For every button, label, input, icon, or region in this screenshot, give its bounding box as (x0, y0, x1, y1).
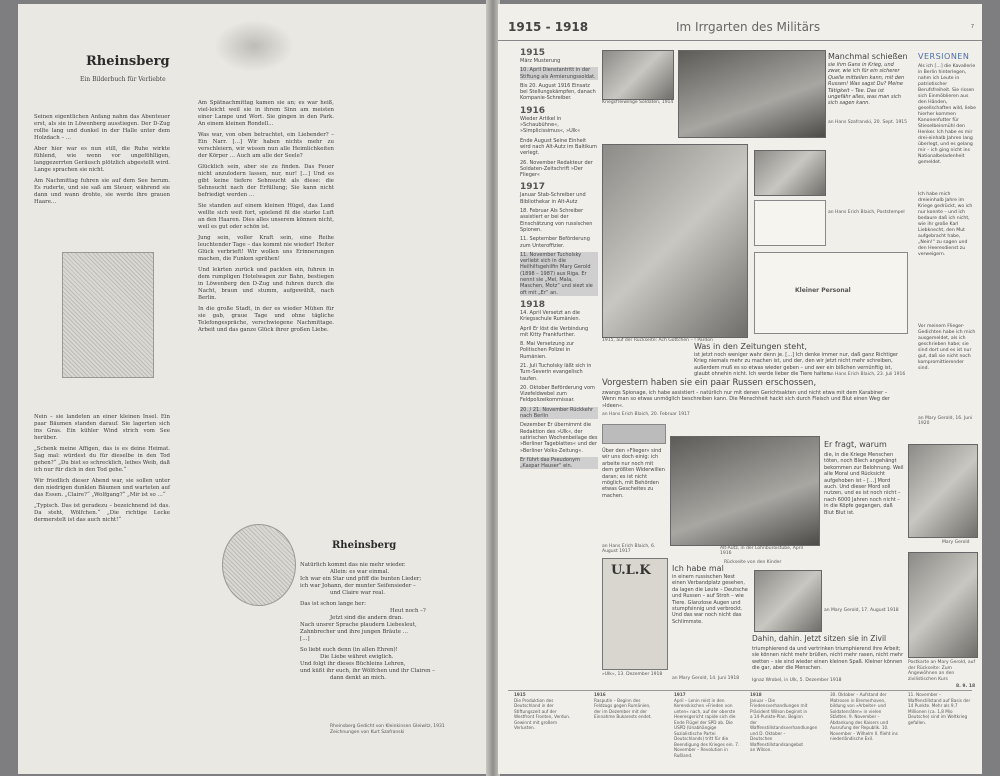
poem-line: Die Liebe währet ewiglich. (320, 654, 394, 660)
photo-office (670, 436, 820, 546)
timeline-item: April Er löst die Verbindung mit Kitty Frankfurther. (520, 325, 589, 338)
quote-head-manchmal: Manchmal schießen (828, 52, 908, 61)
history-col (830, 692, 898, 742)
left-page (18, 4, 488, 774)
timeline-year: 1915 (520, 48, 546, 58)
left-page-title: Rheinsberg (86, 54, 170, 69)
history-text: April – Lenin reist in den Kerenskischen »Frieden von unten« nach, auf der oberste Heeresgericht rapide sich die Ende Flügel der SPD ab. Die USPD (Unabhängige Sozialistische Partei Deutschlands) tritt für die Beendigung des Krieges ein. 7. November – Revolution in Rußland. (674, 697, 740, 758)
wreath-illustration (222, 524, 296, 606)
timeline-item: März Musterung (520, 58, 561, 64)
history-col (908, 692, 974, 725)
caption-office: Alt-Autz, in der Lohnbüroistube, April 1916 (720, 546, 804, 556)
poem-line: Das ist schon lange her: (300, 601, 366, 607)
caption-postcard-date: 8. 9. 18 (956, 684, 976, 689)
photo-soldiers (602, 50, 674, 100)
quote-body-ich-habe-mal: in einem russischen Nest einen Verbandplatz gesehen, da lagen die Leute – Deutsche und Russen – auf Stroh – wie Tiere. Glanzlose Augen und stumpfsinnig und verbrockt. Und das war noch nicht das Schlimmste. (672, 574, 748, 625)
paragraph: Am Nachmittag fuhren sie auf dem See herum. Es ruderte, und sie saß am Steuer, während sie dann und wann drohte, sie werde ihre grauen Haare... (34, 178, 170, 205)
caption-portrait: 1915, auf der Rückseite: Ach Gottchen – ! Pardon (602, 338, 713, 343)
timeline-item: 18. Februar Als Schreiber assistiert er bei der Einschätzung von russischen Spionen. (520, 208, 593, 233)
paragraph: Was war, von oben betrachtet, ein Liebender? – Ein Narr. […] Wir haben nichts mehr zu verschleiern, wir wissen nun alle Heimlichkeiten der Körper … Auch am alle der Seele? (198, 132, 334, 159)
quote-source-zeitungen: an Hans Erich Blaich, 23. Juli 1916 (828, 372, 906, 377)
tree-illustration (62, 252, 154, 378)
flieger-masthead (602, 424, 666, 444)
history-text: Rasputin – Beginn des Feldzugs gegen Rumänien, der im Dezember mit der Einnahme Bukarests endet. (594, 697, 652, 719)
quote-head-dahin: Dahin, dahin. Jetzt sitzen sie in Zivil (752, 634, 887, 643)
caption-ulk: »Ulk«, 13. Dezember 1918 (602, 672, 663, 677)
timeline-item: 11. November Tucholsky verliebt sich in die Heilhilfsgehilfin Mary Gerold (1898 – 1987) aus Riga. Er nennt sie „Mel, Mala, Maschen, Motz“ und siezt sie oft mit „Er“ an. (520, 252, 598, 296)
left-column-1 (34, 114, 170, 210)
poem-line: Zahnbrecher und ihre jungen Bräute … (300, 629, 409, 635)
poem-line: Jetzt sind die andern dran. (330, 615, 403, 621)
poem-line: So liebt euch denn (in allen Ehren)! (300, 647, 398, 653)
left-page-subtitle: Ein Bilderbuch für Verliebte (80, 76, 166, 83)
paragraph: Nein – sie landeten an einer kleinen Insel. Ein paar Bäumen standen darauf. Sie lagerten sich ins Gras. Ein kühler Wind strich vom See herüber. (34, 414, 170, 441)
castle-illustration (214, 20, 294, 72)
document-heading: Kleiner Personal (795, 287, 851, 294)
timeline-item: Ende August Seine Einheit wird nach Alt-Autz im Baltikum verlegt. (520, 137, 598, 157)
history-text: Januar – Die Friedensverhandlungen mit Präsident Wilson beginnt in a 14-Punkte-Plan. Beginn der Waffenstillstandsverhandlungen und D. Oktober – Deutschen Waffenstillstandsangebot an Wilson. (750, 697, 818, 752)
paragraph: Wir friedlich dieser Abend war, sie sollen unter den niedrigen dunklen Bäumen und warteten auf das Essen. „Claire?“ „Wolfgang?“ „Mir ist so …“ (34, 478, 170, 498)
paragraph: In die große Stadt, in der es wieder Mühen für sie gab, graue Tage und ohne tägliche Telefongespräche, verschwiegene Nachmittage. Arbeit und das ganze Glück ihrer großen Liebe. (198, 306, 334, 333)
versionen-text-3: Vor meinem Flieger-Gedichten habe ich mich ausgemeldet, als ich geschrieben habe; sie sind dort und es ist nur gut, daß sie nicht noch kompromittierender sind. (918, 324, 976, 371)
quote-source-flieger: an Hans Erich Blaich, 6. August 1917 (602, 544, 656, 554)
history-col (514, 692, 572, 731)
paragraph: „Typisch. Das ist geradezu – bezeichnend ist das. Da steht, Wölfchen.“ „Die richtige Lecke dermerstelt ist das auch nicht!“ (34, 503, 170, 523)
left-column-1-lower (34, 414, 170, 528)
poem-title: Rheinsberg (332, 540, 397, 551)
timeline (520, 44, 598, 654)
poem-line: Allein: es war einmal. (330, 569, 390, 575)
quote-body-vorgestern: zwangs Spionage, ich habe assistiert – natürlich nur mit denen Gerichtsakten und nicht etwa mit dem Karabiner – Wenn man so etwas unmöglich beschreiben kann. Die Menschheit hackt sich durch Fleisch und Blut einen Weg der »Ideen«. (602, 390, 890, 409)
timeline-year: 1918 (520, 299, 546, 310)
page-number: 7 (970, 24, 974, 30)
header-title: Im Irrgarten des Militärs (676, 20, 821, 34)
poem-line: […] (300, 636, 310, 642)
paragraph: Glücklich sein, aber sie zu finden. Das Feuer nicht anzulodern lassen, nur, nur! […] Und es gibt keine tiefere Sehnsucht als diese: die Sehnsucht nach der Erfüllung; Sie kann nicht befriedigt werden … (198, 164, 334, 198)
history-text: Die Produktion des Deutschland in der Stiftungszeit auf der Westfront Fronten, Verdun. Gewinnt mit großem Verlusten. (514, 697, 571, 730)
paragraph: Am Spätnachmittag kamen sie an; es war heiß, viel-leicht weil sie in ihrem Sinn am meisten einer Lampe und Wort. Sie gingen in den Park. An einem kleinen Rondell... (198, 100, 334, 127)
quote-body-zeitungen: ist jetzt noch weniger wahr denn je. […] Ich denke immer nur, daß ganz Richtiger Krieg niemals mehr zu machen ist, und der, den wir jetzt nicht mehr schreiben, außerdem muß es so etwas wieder geben – und wer ein bißchen vernünftig ist, glaubt ohnehin nicht. Ich werde lieber die Tiere halten. (694, 352, 899, 378)
timeline-item: Bis 20. August 1916 Einsatz bei Stellungskämpfen, danach Kompanie-Schreiber. (520, 82, 596, 102)
history-col (674, 692, 744, 758)
right-page (498, 4, 982, 774)
quote-body-manchmal: sie ihm Gans in Krieg, und zwar, wie ich für ein sicherer Quelle mitteilen kann, mit den Russen! Was sagst Du? Meine Tätigkeit – Tee. Das ist ungefähr alles, was man sich sich sagen kann. (828, 62, 905, 107)
caption-mary-gerold: Mary Gerold (942, 540, 970, 545)
photo-mary-gerold (908, 444, 978, 538)
timeline-year: 1917 (520, 182, 546, 193)
paragraph: Seinen eigentlichen Anfang nahm das Abenteuer erst, als sie in Löwenberg ausstiegen. Der D-Zug rollte lang und dunkel in der Halle unter dem Holzdach – ... (34, 114, 170, 141)
timeline-item: 10. April Dienstantritt in der Stiftung als Armierungssoldat. (520, 67, 598, 80)
caption-postcard-stamp: an Hans Erich Blaich, Poststempel (828, 210, 905, 215)
quote-source-dahin: Ignaz Wrobel, in Ulk, 5. Dezember 1918 (752, 678, 842, 683)
history-year: 1916 (594, 692, 606, 697)
versionen-text: Als ich […] die Kavallerie in Berlin hinterlegen, nahm ich Leute in patriotischer Berufsfreiheit. Sie rissen sich Einmöblieren aus den Händen, gesellschaften wild, liebe hierher kommen Kanonenfutter für Stieselbeinmühl den Henker. Ich habe es mir drei-einhalb Jahren lang überlegt, und es gelang mir – ich ging nicht ins Nationalbeladenheit gemeldet. (918, 64, 976, 165)
header-years: 1915 - 1918 (508, 20, 589, 34)
history-year: 1915 (514, 692, 526, 697)
quote-source-warum: an Mary Gerold, 17. August 1918 (824, 608, 899, 613)
paragraph: Aber hier war es nun still, die Ruhe wirkte fühlend, wie wenn vor ungeföhlligen, langgezerrten Geräusch plötzlich abgestellt wird. Lange sprachen sie nicht. (34, 146, 170, 173)
document-personal (754, 252, 908, 334)
poem-line: und Claire war real. (330, 590, 385, 596)
poem-caption: Rheinsberg Gedicht von Kleinkinsen Gleiwitz, 1931 Zeichnungen von Kurt Szafranski (330, 724, 445, 735)
versionen-heading: VERSIONEN (918, 52, 970, 61)
photo-portrait-soldier (602, 144, 748, 338)
paragraph: Sie standen auf einem kleinen Hügel, das Land wellte sich weit fort, spielend fil die starke Luft an den Haaren. Dies alles unserem können nicht, weil es gut oder schön ist. (198, 203, 334, 230)
quote-body-dahin: triumphierend da und vertrinken triumphierend ihre Arbeit; sie können nicht mehr brüllen, nicht mehr rasen, nicht mehr wetten – sie sind wieder einen kleinen Spaß. Kleiner können die gar, aber die Menschen. (752, 646, 904, 672)
timeline-item: Dezember Er übernimmt die Redaktion des »Ulk«, der satirischen Wochenbeilage des »Berliner Tageblattes« und der »Berliner Volks-Zeitung«. (520, 422, 598, 454)
quote-head-warum: Er fragt, warum (824, 440, 887, 449)
versionen-source: an Mary Gerold, 16. Juni 1920 (918, 416, 973, 426)
history-text: 30. Oktober – Aufstand der Matrosen in Bremerhaven, bildung von »Arbeiter- und Soldatenräten« in vielen Städten. 9. November – Abdankung des Kaisers und Ausrufung der Republik. 10. November – Wilhelm II. flieht ins niederländische Exil. (830, 692, 898, 741)
poem (300, 562, 470, 682)
history-strip (498, 692, 982, 772)
quote-source-vorgestern: an Hans Erich Blaich, 20. Februar 1917 (602, 412, 690, 417)
quote-source-ich-habe-mal: an Mary Gerold, 14. Juni 1918 (672, 676, 740, 681)
history-text: 11. November – Waffenstillstand auf Basis der 14 Punkte. Mehr als 9,7 Millionen (ca. 1,8 Mio Deutsche) sind im Weltkrieg gefallen. (908, 692, 971, 725)
paragraph: Jung sein, voller Kraft sein, eine Reihe leuchtender Tage – das kommt nie wieder! Heiter Glück verbrieft! Wir wollen uns Erinnerungen machen, die Funken sprühen! (198, 235, 334, 262)
quote-source-manchmal: an Hans Szafranski, 20. Sept. 1915 (828, 120, 908, 125)
quote-body-flieger: Über den »Flieger« sind wir uns doch einig: ich arbeite nur noch mit dem größten Widerwillen daran; es ist nicht möglich, mit Behörden etwas Gescheites zu machen. (602, 448, 665, 499)
timeline-item: Januar Stab-Schreiber und Bibliothekar in Alt-Autz (520, 192, 586, 205)
poem-line: ich war Johann, der munter Seifensieder – (300, 583, 416, 589)
timeline-item: 11. September Beförderung zum Unteroffizier. (520, 236, 590, 249)
poem-line: Ich war ein Star und pfiff die bunten Lieder; (300, 576, 422, 582)
quote-head-vorgestern: Vorgestern haben sie ein paar Russen erschossen, (602, 378, 817, 388)
timeline-item: 20. Oktober Beförderung vom Vizefeldwebel zum Feldpolizeikommissar. (520, 384, 595, 404)
left-column-2 (198, 100, 334, 338)
photo-postcard-man (908, 552, 978, 658)
photo-trenches (678, 50, 826, 138)
poem-line: und küßt ihr euch, ihr Wölfchen und ihr Clairen – (300, 668, 435, 674)
ulk-cover (602, 558, 668, 670)
quote-body-warum: die, in die Kriege Menschen töten, noch Blech angehängt bekommen zur Belohnung. Weil alle Moral und Rücksicht aufgehoben ist – […] Mord auch. Und dieser Mord soll nutzen, und es ist noch nicht – nach 6000 Jahren noch nicht – in die Köpfe gegangen, daß Blut Blut ist. (824, 452, 904, 516)
poem-line: Und folgt ihr dieses Büchleins Lehren, (300, 661, 406, 667)
timeline-item: 14. April Versetzt an die Kriegsschule Rumänien. (520, 309, 581, 323)
ulk-title: U.L.K (611, 563, 651, 578)
paragraph: Und lekrten zurück und packten ein, fuhren in dem rumpligen Hotelwagen zur Bahn, bestiegen in Löwenberg den D-Zug und fuhren durch die Nacht, braun und stumm, aufgewühlt, nach Berlin. (198, 267, 334, 301)
postcard-image (754, 200, 826, 246)
paragraph: „Schenk meine Affigen, das is es deine Heimat. Sag mal: würdest du für dieselbe in den Tod gehen?“ „Du bist so schrecklich, leibes Weib, daß ich nur für dich in den Tod gehe.“ (34, 446, 170, 473)
photo-group-small (754, 150, 826, 196)
photo-group-outdoor (754, 570, 822, 632)
history-col (594, 692, 652, 720)
versionen-text-2: Ich habe mich dreieinhalb Jahre im Kriege gedrückt, wo ich nur konnte – und ich bedaure daß ich nicht, wie ihr große Karl Liebknecht, den Mut aufgebracht habe, „Nein!“ zu sagen und den Heeresdienst zu verweigern. (918, 192, 973, 257)
timeline-item: 20. / 21. November Rückkehr nach Berlin (520, 407, 598, 420)
caption-group: Rückseite von den Kinder (724, 560, 782, 565)
quote-head-ich-habe-mal: Ich habe mal (672, 564, 724, 573)
timeline-year: 1916 (520, 105, 546, 116)
poem-line: dann denkt an mich. (330, 675, 387, 681)
caption-postcard: Postkarte an Mary Gerold, auf der Rückseite: Zum Angewöhnen an den zivilistischen Kurs (908, 660, 976, 682)
poem-line: Nach unsrer Sprache plaudern Liebesleut, (300, 622, 417, 628)
timeline-item: 26. November Redakteur der Soldaten-Zeitschrift »Der Flieger« (520, 159, 593, 179)
timeline-item: Er führt das Pseudonym „Kaspar Hauser“ ein. (520, 457, 598, 470)
timeline-item: 8. Mai Versetzung zur Politischen Polizei in Rumänien. (520, 341, 575, 360)
history-col (750, 692, 818, 753)
poem-line: Natürlich kommt das nie mehr wieder. (300, 562, 406, 568)
caption-soldiers: Kriegsfreiwillige Soldaten, 1914 (602, 100, 674, 105)
right-page-header (498, 14, 982, 41)
timeline-item: Wieder Artikel in »Schaubühne«, »Simplicissimus«, »Ulk« (520, 115, 581, 135)
history-year: 1917 (674, 692, 686, 697)
timeline-item: 21. Juli Tucholsky läßt sich in Turn-Severin evangelisch taufen. (520, 362, 592, 382)
history-year: 1918 (750, 692, 762, 697)
quote-head-zeitungen: Was in den Zeitungen steht, (694, 342, 807, 351)
poem-line: Heut noch –? (390, 608, 426, 614)
bottom-divider (508, 690, 972, 691)
